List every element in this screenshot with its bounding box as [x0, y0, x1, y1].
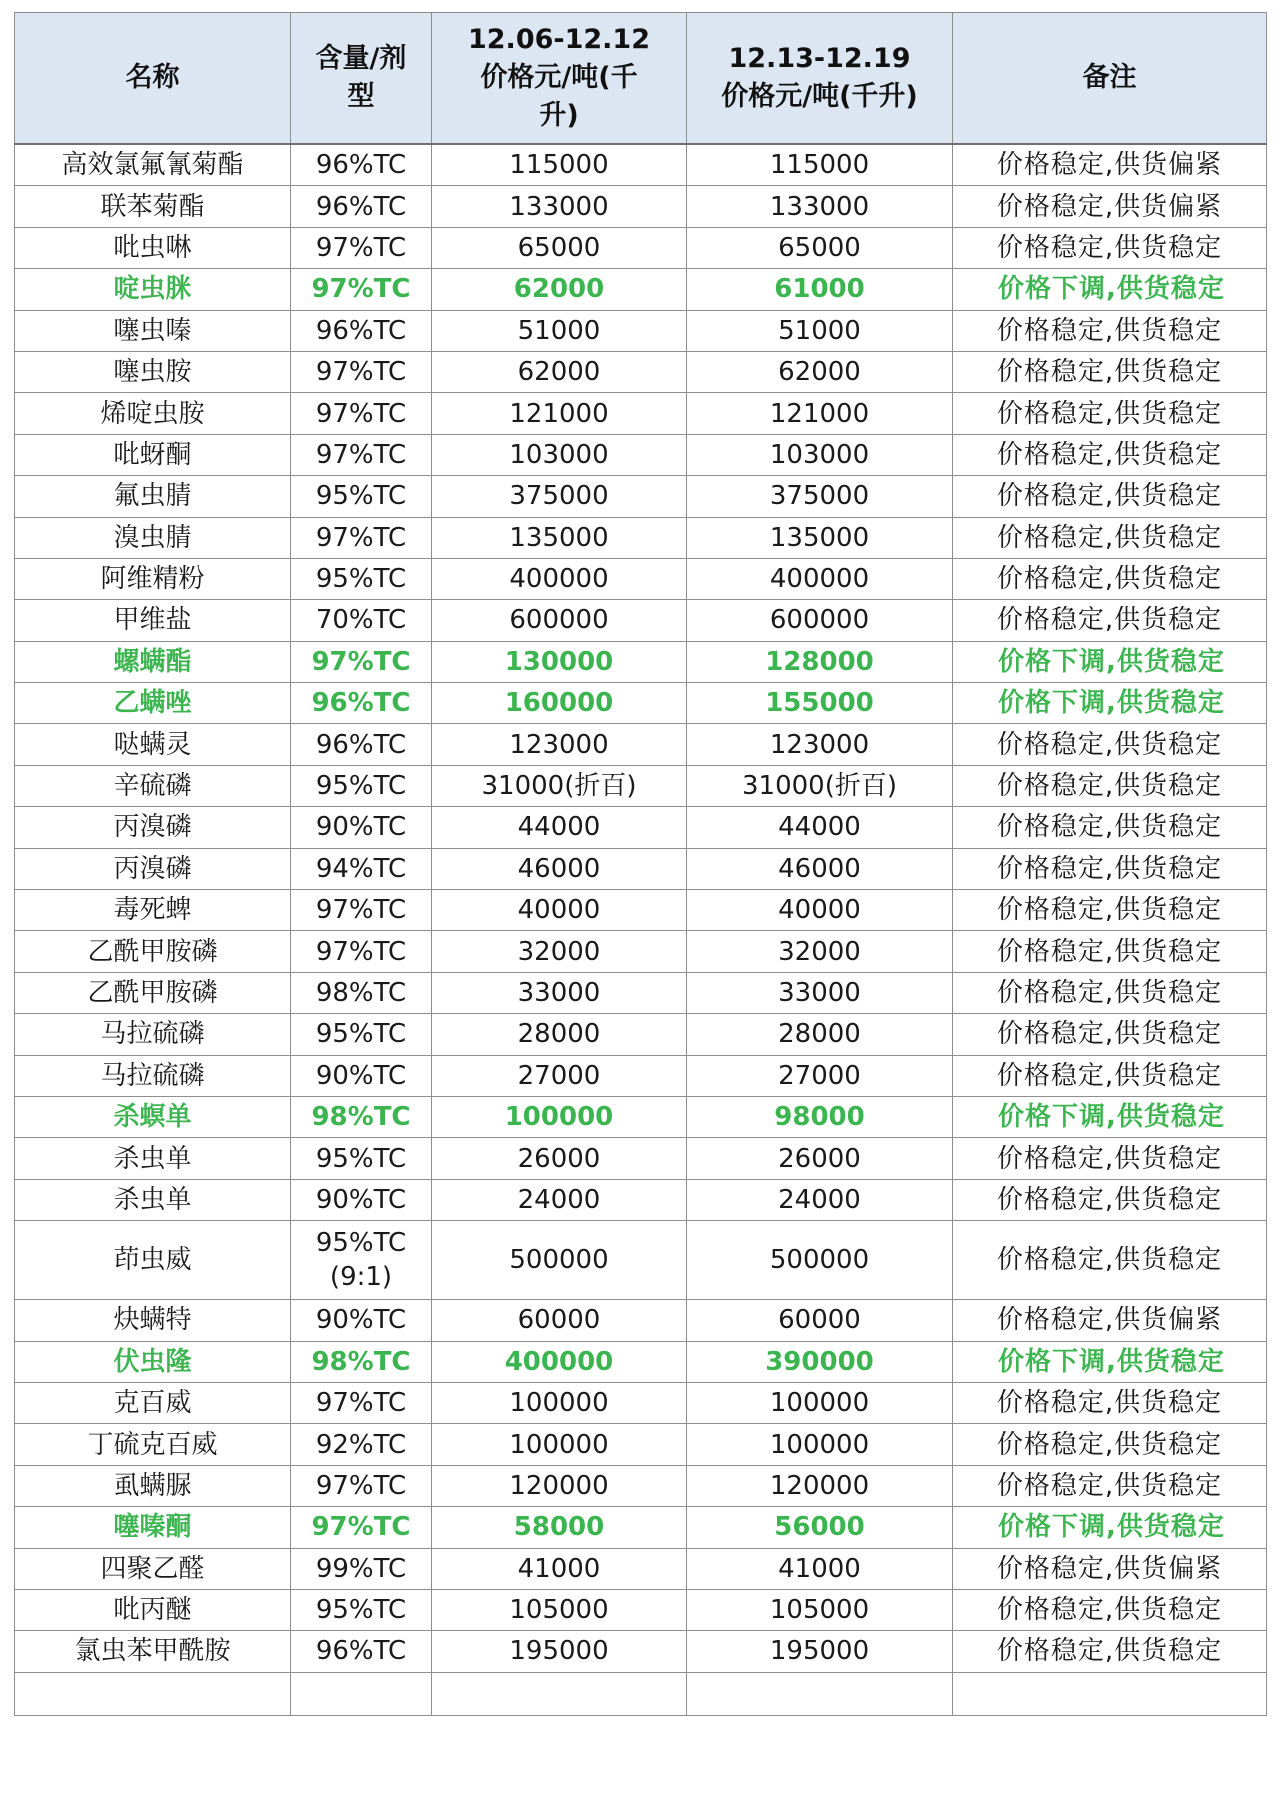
name-cell: 甲维盐 [15, 600, 291, 641]
price-curr-cell: 61000 [687, 269, 953, 310]
price-curr-cell: 128000 [687, 641, 953, 682]
remark-cell: 价格稳定,供货稳定 [953, 558, 1267, 599]
spec-cell: 99%TC [291, 1548, 432, 1589]
price-curr-cell: 31000(折百) [687, 765, 953, 806]
table-row [15, 1507, 1267, 1548]
spec-cell: 90%TC [291, 807, 432, 848]
price-curr-cell: 60000 [687, 1300, 953, 1341]
header-name [15, 13, 291, 145]
price-prev-cell: 27000 [432, 1055, 687, 1096]
table-row [15, 600, 1267, 641]
remark-cell: 价格稳定,供货稳定 [953, 807, 1267, 848]
price-curr-cell: 100000 [687, 1382, 953, 1423]
empty-cell [15, 1672, 291, 1715]
name-cell: 乙螨唑 [15, 683, 291, 724]
spec-cell: 97%TC [291, 351, 432, 392]
price-curr-cell: 115000 [687, 144, 953, 186]
price-curr-cell: 41000 [687, 1548, 953, 1589]
name-cell: 辛硫磷 [15, 765, 291, 806]
spec-cell: 95%TC [291, 1589, 432, 1630]
price-curr-cell: 98000 [687, 1096, 953, 1137]
spec-cell: 97%TC [291, 1382, 432, 1423]
price-prev-cell: 100000 [432, 1096, 687, 1137]
header-price-prev-unit: 价格元/吨(千 [480, 62, 638, 93]
name-cell: 噻虫嗪 [15, 310, 291, 351]
price-curr-cell: 33000 [687, 972, 953, 1013]
price-prev-cell: 31000(折百) [432, 765, 687, 806]
empty-cell [953, 1672, 1267, 1715]
name-cell: 伏虫隆 [15, 1341, 291, 1382]
remark-cell: 价格稳定,供货偏紧 [953, 1300, 1267, 1341]
price-prev-cell: 400000 [432, 1341, 687, 1382]
remark-cell: 价格稳定,供货稳定 [953, 765, 1267, 806]
name-cell: 四聚乙醛 [15, 1548, 291, 1589]
spec-cell: 96%TC [291, 310, 432, 351]
name-cell: 乙酰甲胺磷 [15, 931, 291, 972]
spec-cell: 98%TC [291, 1341, 432, 1382]
price-prev-cell: 58000 [432, 1507, 687, 1548]
table-row [15, 186, 1267, 227]
name-cell: 噻嗪酮 [15, 1507, 291, 1548]
table-row [15, 683, 1267, 724]
price-prev-cell: 100000 [432, 1382, 687, 1423]
spec-cell: 97%TC [291, 227, 432, 268]
spec-cell: 90%TC [291, 1055, 432, 1096]
remark-cell: 价格稳定,供货稳定 [953, 227, 1267, 268]
table-row [15, 848, 1267, 889]
remark-cell: 价格下调,供货稳定 [953, 269, 1267, 310]
price-curr-cell: 375000 [687, 476, 953, 517]
remark-cell: 价格稳定,供货稳定 [953, 1424, 1267, 1465]
name-cell: 乙酰甲胺磷 [15, 972, 291, 1013]
spec-cell [291, 1221, 432, 1300]
price-prev-cell: 100000 [432, 1424, 687, 1465]
empty-cell [687, 1672, 953, 1715]
price-curr-cell: 27000 [687, 1055, 953, 1096]
remark-cell: 价格稳定,供货稳定 [953, 310, 1267, 351]
price-curr-cell: 105000 [687, 1589, 953, 1630]
table-row [15, 558, 1267, 599]
remark-cell: 价格稳定,供货偏紧 [953, 186, 1267, 227]
table-header-row [15, 13, 1267, 145]
price-prev-cell: 160000 [432, 683, 687, 724]
price-prev-cell: 46000 [432, 848, 687, 889]
table-row [15, 1138, 1267, 1179]
name-cell: 马拉硫磷 [15, 1014, 291, 1055]
name-cell: 虱螨脲 [15, 1465, 291, 1506]
remark-cell: 价格下调,供货稳定 [953, 683, 1267, 724]
table-row [15, 1424, 1267, 1465]
table-row [15, 1014, 1267, 1055]
price-prev-cell: 26000 [432, 1138, 687, 1179]
table-row [15, 269, 1267, 310]
price-prev-cell: 123000 [432, 724, 687, 765]
price-prev-cell: 103000 [432, 434, 687, 475]
remark-cell: 价格稳定,供货稳定 [953, 1055, 1267, 1096]
table-row [15, 724, 1267, 765]
price-prev-cell: 62000 [432, 269, 687, 310]
empty-row [15, 1672, 1267, 1715]
spec-cell: 95%TC [291, 765, 432, 806]
price-prev-cell: 500000 [432, 1221, 687, 1300]
spec-cell: 70%TC [291, 600, 432, 641]
remark-cell: 价格下调,供货稳定 [953, 1507, 1267, 1548]
remark-cell: 价格稳定,供货稳定 [953, 1138, 1267, 1179]
spec-cell: 98%TC [291, 972, 432, 1013]
name-cell: 杀虫单 [15, 1138, 291, 1179]
name-cell: 杀虫单 [15, 1179, 291, 1220]
pesticide-price-table [14, 12, 1267, 1716]
price-prev-cell: 135000 [432, 517, 687, 558]
price-prev-cell: 130000 [432, 641, 687, 682]
name-cell: 克百威 [15, 1382, 291, 1423]
spec-cell: 90%TC [291, 1179, 432, 1220]
spec-cell: 97%TC [291, 1465, 432, 1506]
name-cell: 阿维精粉 [15, 558, 291, 599]
name-cell: 茚虫威 [15, 1221, 291, 1300]
price-curr-cell: 62000 [687, 351, 953, 392]
table-row [15, 393, 1267, 434]
spec-cell: 98%TC [291, 1096, 432, 1137]
price-prev-cell: 51000 [432, 310, 687, 351]
table-row [15, 1631, 1267, 1672]
remark-cell: 价格稳定,供货稳定 [953, 1382, 1267, 1423]
price-curr-cell: 155000 [687, 683, 953, 724]
name-cell: 杀螟单 [15, 1096, 291, 1137]
table-row [15, 310, 1267, 351]
header-spec-line1: 含量/剂 [315, 43, 407, 74]
name-cell: 啶虫脒 [15, 269, 291, 310]
price-prev-cell: 121000 [432, 393, 687, 434]
name-cell: 丙溴磷 [15, 807, 291, 848]
remark-cell: 价格稳定,供货偏紧 [953, 1548, 1267, 1589]
name-cell: 吡蚜酮 [15, 434, 291, 475]
name-cell: 吡丙醚 [15, 1589, 291, 1630]
remark-cell: 价格稳定,供货稳定 [953, 393, 1267, 434]
name-cell: 溴虫腈 [15, 517, 291, 558]
table-row [15, 1221, 1267, 1300]
spec-value: 95%TC [315, 1228, 407, 1259]
price-curr-cell: 500000 [687, 1221, 953, 1300]
remark-cell: 价格稳定,供货稳定 [953, 931, 1267, 972]
spec-ratio: (9:1) [329, 1262, 393, 1293]
remark-cell: 价格稳定,供货稳定 [953, 890, 1267, 931]
table-row [15, 476, 1267, 517]
table-row [15, 1465, 1267, 1506]
empty-cell [291, 1672, 432, 1715]
table-body [15, 144, 1267, 1715]
spec-cell: 96%TC [291, 186, 432, 227]
empty-cell [432, 1672, 687, 1715]
table-row [15, 765, 1267, 806]
header-price-prev-period: 12.06-12.12 [467, 24, 650, 55]
remark-cell: 价格稳定,供货稳定 [953, 1631, 1267, 1672]
price-curr-cell: 135000 [687, 517, 953, 558]
table-row [15, 1096, 1267, 1137]
remark-cell: 价格稳定,供货稳定 [953, 1465, 1267, 1506]
spec-cell: 92%TC [291, 1424, 432, 1465]
remark-cell: 价格稳定,供货稳定 [953, 972, 1267, 1013]
price-curr-cell: 600000 [687, 600, 953, 641]
name-cell: 毒死蜱 [15, 890, 291, 931]
price-prev-cell: 65000 [432, 227, 687, 268]
remark-cell: 价格稳定,供货稳定 [953, 848, 1267, 889]
remark-cell: 价格稳定,供货稳定 [953, 476, 1267, 517]
remark-cell: 价格下调,供货稳定 [953, 1341, 1267, 1382]
spec-cell: 94%TC [291, 848, 432, 889]
name-cell: 噻虫胺 [15, 351, 291, 392]
price-curr-cell: 120000 [687, 1465, 953, 1506]
header-name-label: 名称 [125, 62, 180, 93]
price-curr-cell: 40000 [687, 890, 953, 931]
spec-cell: 96%TC [291, 683, 432, 724]
spec-cell: 95%TC [291, 558, 432, 599]
remark-cell: 价格稳定,供货稳定 [953, 351, 1267, 392]
price-curr-cell: 121000 [687, 393, 953, 434]
name-cell: 氟虫腈 [15, 476, 291, 517]
table-row [15, 227, 1267, 268]
price-prev-cell: 195000 [432, 1631, 687, 1672]
price-curr-cell: 123000 [687, 724, 953, 765]
remark-cell: 价格下调,供货稳定 [953, 641, 1267, 682]
price-prev-cell: 24000 [432, 1179, 687, 1220]
table-row [15, 641, 1267, 682]
table-row [15, 1179, 1267, 1220]
name-cell: 氯虫苯甲酰胺 [15, 1631, 291, 1672]
header-price-prev-unit-end: 升) [539, 100, 579, 131]
table-row [15, 1055, 1267, 1096]
name-cell: 联苯菊酯 [15, 186, 291, 227]
spec-cell: 97%TC [291, 641, 432, 682]
table-row [15, 434, 1267, 475]
spec-cell: 90%TC [291, 1300, 432, 1341]
spec-cell: 96%TC [291, 724, 432, 765]
spec-cell: 97%TC [291, 434, 432, 475]
price-table-sheet [14, 12, 1266, 1716]
table-row [15, 807, 1267, 848]
price-prev-cell: 33000 [432, 972, 687, 1013]
name-cell: 吡虫啉 [15, 227, 291, 268]
price-curr-cell: 46000 [687, 848, 953, 889]
price-curr-cell: 28000 [687, 1014, 953, 1055]
price-prev-cell: 62000 [432, 351, 687, 392]
name-cell: 马拉硫磷 [15, 1055, 291, 1096]
price-curr-cell: 56000 [687, 1507, 953, 1548]
spec-cell: 95%TC [291, 476, 432, 517]
remark-cell: 价格稳定,供货稳定 [953, 1589, 1267, 1630]
table-row [15, 1300, 1267, 1341]
price-prev-cell: 600000 [432, 600, 687, 641]
spec-cell: 97%TC [291, 517, 432, 558]
spec-cell: 97%TC [291, 393, 432, 434]
price-prev-cell: 115000 [432, 144, 687, 186]
name-cell: 丁硫克百威 [15, 1424, 291, 1465]
spec-cell: 97%TC [291, 931, 432, 972]
price-curr-cell: 390000 [687, 1341, 953, 1382]
remark-cell: 价格稳定,供货稳定 [953, 1221, 1267, 1300]
price-prev-cell: 28000 [432, 1014, 687, 1055]
remark-cell: 价格稳定,供货稳定 [953, 517, 1267, 558]
price-curr-cell: 100000 [687, 1424, 953, 1465]
table-row [15, 144, 1267, 186]
name-cell: 高效氯氟氰菊酯 [15, 144, 291, 186]
remark-cell: 价格下调,供货稳定 [953, 1096, 1267, 1137]
table-row [15, 517, 1267, 558]
price-prev-cell: 133000 [432, 186, 687, 227]
header-price-curr-unit: 价格元/吨(千升) [721, 81, 918, 112]
header-spec [291, 13, 432, 145]
spec-cell: 96%TC [291, 1631, 432, 1672]
table-row [15, 931, 1267, 972]
price-prev-cell: 60000 [432, 1300, 687, 1341]
spec-cell: 97%TC [291, 890, 432, 931]
price-prev-cell: 120000 [432, 1465, 687, 1506]
price-prev-cell: 40000 [432, 890, 687, 931]
header-remark-label: 备注 [1082, 62, 1137, 93]
name-cell: 哒螨灵 [15, 724, 291, 765]
price-curr-cell: 103000 [687, 434, 953, 475]
price-curr-cell: 44000 [687, 807, 953, 848]
remark-cell: 价格稳定,供货稳定 [953, 1179, 1267, 1220]
table-row [15, 1548, 1267, 1589]
spec-cell: 97%TC [291, 269, 432, 310]
header-price-curr-period: 12.13-12.19 [728, 43, 911, 74]
price-curr-cell: 32000 [687, 931, 953, 972]
remark-cell: 价格稳定,供货偏紧 [953, 144, 1267, 186]
price-curr-cell: 65000 [687, 227, 953, 268]
price-curr-cell: 26000 [687, 1138, 953, 1179]
name-cell: 丙溴磷 [15, 848, 291, 889]
table-row [15, 1382, 1267, 1423]
price-curr-cell: 24000 [687, 1179, 953, 1220]
price-prev-cell: 105000 [432, 1589, 687, 1630]
spec-cell: 97%TC [291, 1507, 432, 1548]
price-curr-cell: 133000 [687, 186, 953, 227]
spec-cell: 95%TC [291, 1138, 432, 1179]
table-row [15, 1341, 1267, 1382]
remark-cell: 价格稳定,供货稳定 [953, 434, 1267, 475]
table-row [15, 972, 1267, 1013]
name-cell: 烯啶虫胺 [15, 393, 291, 434]
price-prev-cell: 44000 [432, 807, 687, 848]
table-row [15, 1589, 1267, 1630]
header-price-prev [432, 13, 687, 145]
table-row [15, 351, 1267, 392]
price-prev-cell: 41000 [432, 1548, 687, 1589]
spec-cell: 95%TC [291, 1014, 432, 1055]
name-cell: 炔螨特 [15, 1300, 291, 1341]
header-remark [953, 13, 1267, 145]
price-curr-cell: 195000 [687, 1631, 953, 1672]
remark-cell: 价格稳定,供货稳定 [953, 724, 1267, 765]
price-prev-cell: 400000 [432, 558, 687, 599]
price-curr-cell: 51000 [687, 310, 953, 351]
table-row [15, 890, 1267, 931]
price-prev-cell: 32000 [432, 931, 687, 972]
header-price-curr [687, 13, 953, 145]
remark-cell: 价格稳定,供货稳定 [953, 600, 1267, 641]
price-prev-cell: 375000 [432, 476, 687, 517]
price-curr-cell: 400000 [687, 558, 953, 599]
remark-cell: 价格稳定,供货稳定 [953, 1014, 1267, 1055]
header-spec-line2: 型 [347, 81, 375, 112]
spec-cell: 96%TC [291, 144, 432, 186]
name-cell: 螺螨酯 [15, 641, 291, 682]
